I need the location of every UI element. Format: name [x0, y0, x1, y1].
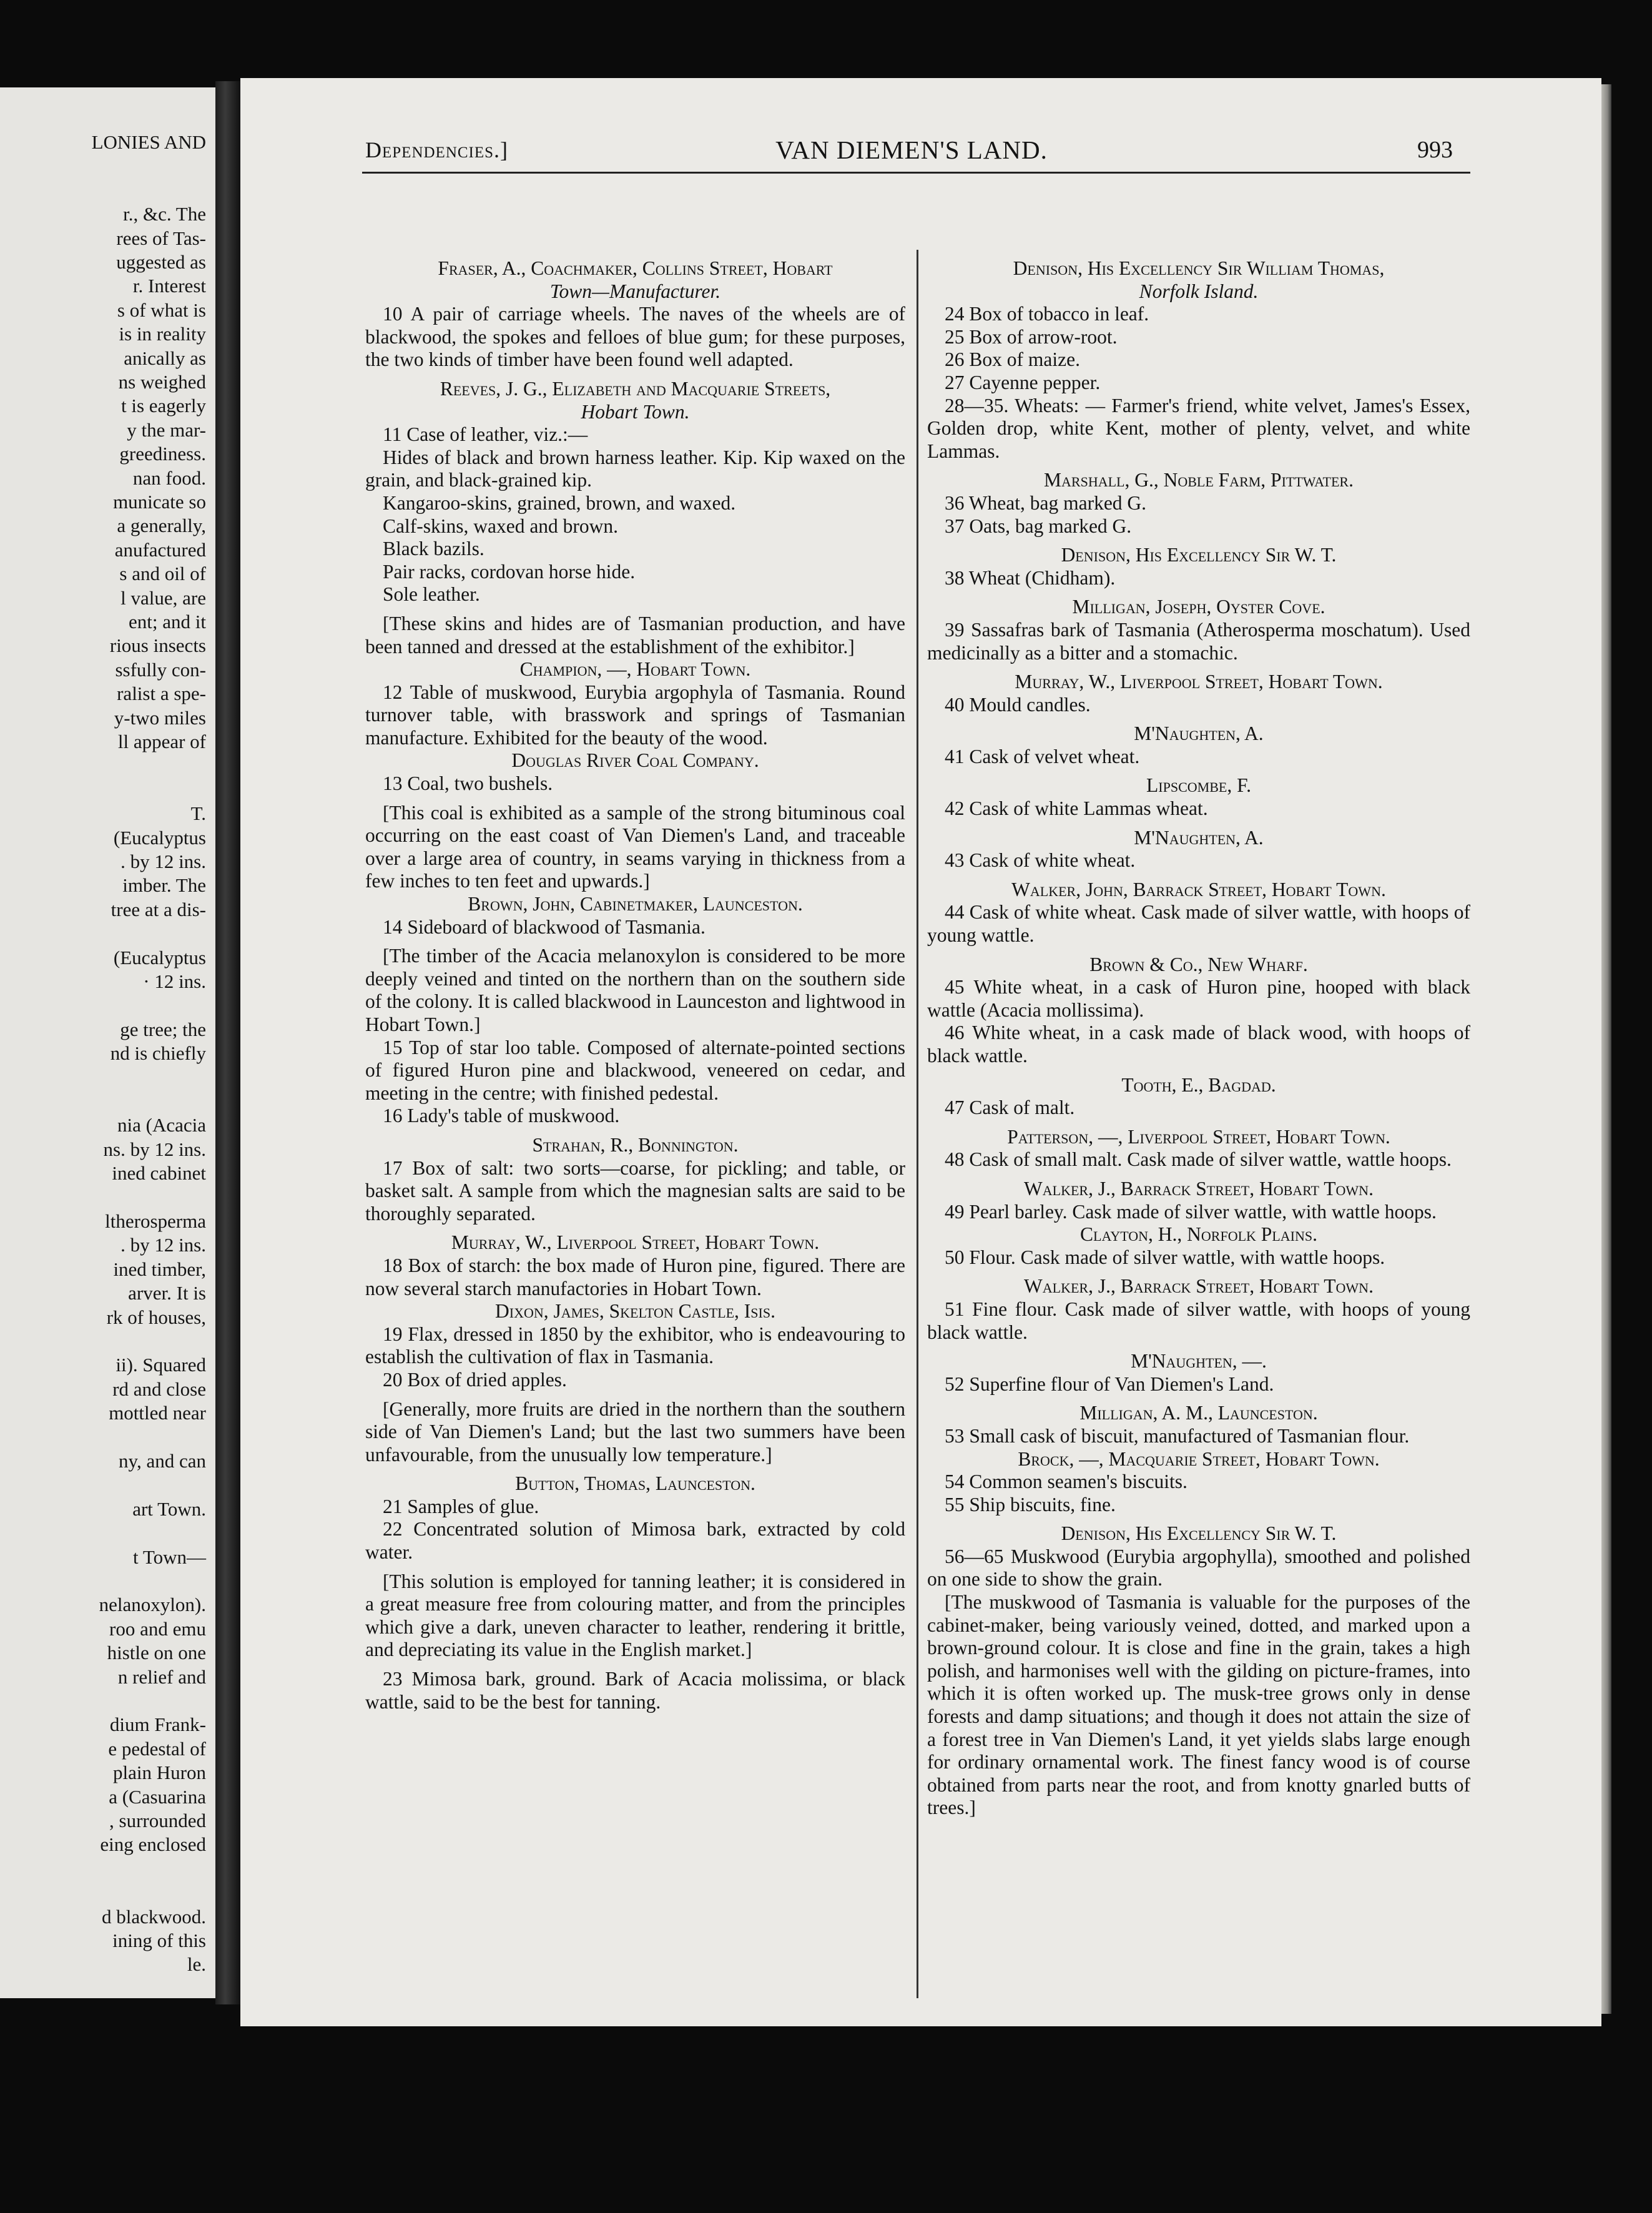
facing-page-line: (Eucalyptus	[113, 826, 206, 849]
facing-page-line: d blackwood.	[101, 1905, 206, 1928]
header-rule	[362, 172, 1470, 174]
exhibit-entry: 14 Sideboard of blackwood of Tasmania.	[383, 915, 706, 938]
facing-page-line: arver. It is	[128, 1282, 206, 1304]
exhibit-entry: 20 Box of dried apples.	[383, 1368, 567, 1391]
exhibitor-heading: Brock, —, Macquarie Street, Hobart Town.	[1018, 1447, 1380, 1470]
facing-page-line: . by 12 ins.	[120, 850, 206, 872]
exhibit-entry: 52 Superfine flour of Van Diemen's Land.	[945, 1373, 1274, 1395]
exhibitor-heading: Reeves, J. G., Elizabeth and Macquarie Streets,	[440, 377, 831, 400]
page-edge	[1601, 84, 1611, 2014]
exhibit-entry: Calf-skins, waxed and brown.	[383, 515, 619, 537]
exhibit-entry: 55 Ship biscuits, fine.	[945, 1493, 1116, 1516]
exhibit-entry: 24 Box of tobacco in leaf.	[945, 303, 1149, 325]
facing-page-line: ll appear of	[117, 731, 206, 752]
exhibit-entry: 26 Box of maize.	[945, 348, 1080, 371]
facing-page-line: ltherosperma	[105, 1210, 206, 1232]
exhibitor-heading: Milligan, A. M., Launceston.	[1079, 1402, 1318, 1424]
facing-page-line: ined timber,	[113, 1258, 206, 1280]
exhibit-entry: 36 Wheat, bag marked G.	[945, 491, 1147, 514]
exhibitor-heading: Patterson, —, Liverpool Street, Hobart Town.	[1007, 1125, 1390, 1148]
facing-page-line: art Town.	[132, 1497, 206, 1520]
exhibit-note: [Generally, more fruits are dried in the northern than the southern side of Van Diemen's Land; but the last two summers have been unfavourable, from the unusually low temperature.]	[365, 1397, 905, 1466]
running-head-title: VAN DIEMEN'S LAND.	[775, 136, 1048, 164]
exhibit-entry: 23 Mimosa bark, ground. Bark of Acacia molissima, or black wattle, said to be the best for tanning.	[365, 1668, 905, 1713]
facing-page-line: r., &c. The	[123, 203, 206, 225]
exhibit-entry: 53 Small cask of biscuit, manufactured of Tasmanian flour.	[945, 1424, 1410, 1447]
facing-page-line: a (Casuarina	[109, 1785, 206, 1808]
facing-page-line: rious insects	[109, 634, 206, 657]
facing-page-line: l value, are	[120, 586, 206, 609]
facing-page-line: , surrounded	[109, 1810, 206, 1831]
exhibitor-heading: Clayton, H., Norfolk Plains.	[1080, 1223, 1317, 1246]
column-rule	[917, 250, 918, 1998]
facing-page-line: T.	[190, 802, 206, 825]
exhibitor-heading: Murray, W., Liverpool Street, Hobart Town.	[451, 1231, 820, 1254]
exhibit-entry: 18 Box of starch: the box made of Huron pine, figured. There are now several starch manufactories in Hobart Town.	[365, 1254, 905, 1299]
exhibit-entry: 41 Cask of velvet wheat.	[945, 745, 1140, 767]
facing-page-line: t is eagerly	[120, 395, 206, 417]
exhibit-entry: 38 Wheat (Chidham).	[945, 566, 1116, 589]
facing-page-line: . by 12 ins.	[120, 1234, 206, 1256]
facing-page-line: nia (Acacia	[117, 1114, 206, 1136]
facing-page-line: · 12 ins.	[143, 970, 206, 992]
exhibitor-heading: M'Naughten, —.	[1131, 1350, 1267, 1373]
exhibit-entry: 45 White wheat, in a cask of Huron pine, hooped with black wattle (Acacia mollissima).	[927, 976, 1470, 1021]
exhibit-entry: 50 Flour. Cask made of silver wattle, with wattle hoops.	[945, 1246, 1385, 1268]
exhibit-note: [The muskwood of Tasmania is valuable for the purposes of the cabinet-maker, being variously veined, dotted, and marked upon a brown-ground colour. It is close and fine in the grain, takes a high polish, and harmonises well with the gilding on picture-frames, into which it is often worked up. The musk-tree grows only in dense forests and damp situations; and though it does not attain the size of a forest tree in Van Diemen's Land, it yet yields slabs large enough for ordinary ornamental work. The finest fancy wood is of course obtained from parts near the root, and from knotty gnarled butts of trees.]	[927, 1591, 1470, 1819]
exhibit-entry: 37 Oats, bag marked G.	[945, 515, 1132, 537]
exhibitor-heading: Brown, John, Cabinetmaker, Launceston.	[468, 893, 803, 915]
facing-page-line: e pedestal of	[108, 1737, 206, 1760]
facing-page-line: n relief and	[117, 1665, 206, 1688]
exhibitor-heading: M'Naughten, A.	[1134, 722, 1264, 745]
exhibitor-heading: Milligan, Joseph, Oyster Cove.	[1072, 596, 1325, 618]
exhibit-entry: 25 Box of arrow-root.	[945, 325, 1118, 348]
facing-page-line: greediness.	[119, 443, 206, 465]
facing-page-line: ined cabinet	[112, 1162, 206, 1185]
exhibitor-heading: Dixon, James, Skelton Castle, Isis.	[495, 1300, 775, 1323]
facing-page-line: nelanoxylon).	[99, 1594, 206, 1616]
exhibit-entry: 44 Cask of white wheat. Cask made of silver wattle, with hoops of young wattle.	[927, 901, 1470, 947]
facing-page-line: ent; and it	[129, 611, 206, 633]
facing-page-line: ii). Squared	[116, 1354, 206, 1376]
facing-page-line: anically as	[124, 347, 206, 369]
exhibit-entry: Black bazils.	[383, 538, 484, 560]
facing-page-line: ssfully con-	[115, 658, 206, 681]
exhibit-entry: 49 Pearl barley. Cask made of silver wattle, with wattle hoops.	[945, 1200, 1437, 1223]
exhibit-note: [This solution is employed for tanning leather; it is considered in a great measure free from colouring matter, and from the principles which give a dark, uneven character to leather, rendering it brittle, and depreciating its value in the English market.]	[365, 1570, 905, 1661]
exhibitor-heading: Tooth, E., Bagdad.	[1121, 1073, 1276, 1096]
exhibitor-heading: Town—Manufacturer.	[549, 280, 721, 302]
exhibitor-heading: Walker, J., Barrack Street, Hobart Town.	[1024, 1177, 1374, 1200]
exhibit-entry: Kangaroo-skins, grained, brown, and waxed.	[383, 491, 736, 514]
facing-page-line: rees of Tas-	[116, 227, 206, 249]
facing-page-line: t Town—	[133, 1545, 206, 1568]
exhibitor-heading: Fraser, A., Coachmaker, Collins Street, Hobart	[438, 257, 833, 279]
facing-page-line: r. Interest	[132, 275, 206, 297]
exhibit-entry: 27 Cayenne pepper.	[945, 371, 1101, 393]
facing-page-line: y the mar-	[127, 418, 206, 441]
exhibit-entry: 28—35. Wheats: — Farmer's friend, white velvet, James's Essex, Golden drop, white Kent, mother of plenty, velvet, and white Lammas.	[927, 394, 1470, 462]
exhibit-entry: 11 Case of leather, viz.:—	[383, 423, 588, 446]
facing-page-line: roo and emu	[109, 1617, 206, 1640]
exhibit-entry: 56—65 Muskwood (Eurybia argophylla), smoothed and polished on one side to show the grain.	[927, 1545, 1470, 1590]
exhibitor-heading: Marshall, G., Noble Farm, Pittwater.	[1044, 469, 1354, 491]
facing-page-line: nan food.	[132, 466, 206, 489]
exhibitor-heading: Murray, W., Liverpool Street, Hobart Town.	[1015, 671, 1383, 693]
exhibitor-heading: Walker, J., Barrack Street, Hobart Town.	[1024, 1275, 1374, 1298]
facing-page-line: s of what is	[117, 298, 206, 321]
exhibitor-heading: Denison, His Excellency Sir W. T.	[1061, 544, 1337, 566]
facing-page-line: ny, and can	[118, 1450, 206, 1472]
facing-page-line: plain Huron	[113, 1762, 206, 1784]
running-head-left: Dependencies.]	[365, 137, 509, 162]
facing-page-line: ge tree; the	[120, 1018, 206, 1040]
exhibit-entry: 54 Common seamen's biscuits.	[945, 1471, 1187, 1493]
exhibit-note: [These skins and hides are of Tasmanian production, and have been tanned and dressed at the establishment of the exhibitor.]	[365, 612, 905, 658]
facing-page-line: ns weighed	[118, 371, 206, 393]
facing-page-line: s and oil of	[119, 563, 206, 585]
exhibit-entry: 42 Cask of white Lammas wheat.	[945, 797, 1208, 820]
left-column	[365, 257, 905, 1713]
exhibitor-heading: Norfolk Island.	[1139, 280, 1259, 302]
exhibit-entry: 12 Table of muskwood, Eurybia argophyla of Tasmania. Round turnover table, with brasswork and springs of Tasmanian manufacture. Exhibited for the beauty of the wood.	[365, 681, 905, 749]
exhibit-entry: 51 Fine flour. Cask made of silver wattle, with hoops of young black wattle.	[927, 1298, 1470, 1343]
exhibit-entry: 46 White wheat, in a cask made of black wood, with hoops of black wattle.	[927, 1022, 1470, 1067]
facing-page-fragment	[0, 87, 215, 1998]
exhibit-entry: Hides of black and brown harness leather. Kip. Kip waxed on the grain, and black-grained kip.	[365, 446, 905, 491]
facing-page-line: nd is chiefly	[110, 1042, 206, 1065]
facing-page-line: le.	[187, 1953, 206, 1976]
exhibitor-heading: Brown & Co., New Wharf.	[1089, 953, 1308, 975]
facing-page-line: uggested as	[116, 251, 206, 273]
facing-page-line: mottled near	[109, 1402, 206, 1424]
exhibit-entry: 43 Cask of white wheat.	[945, 849, 1136, 872]
exhibitor-heading: Douglas River Coal Company.	[511, 749, 759, 772]
exhibit-entry: 47 Cask of malt.	[945, 1097, 1075, 1119]
exhibit-entry: Pair racks, cordovan horse hide.	[383, 560, 636, 583]
exhibit-entry: 10 A pair of carriage wheels. The naves of the wheels are of blackwood, the spokes and felloes of blue gum; for these purposes, the two kinds of timber have been found well adapted.	[365, 303, 905, 371]
exhibit-entry: Sole leather.	[383, 583, 480, 606]
exhibitor-heading: Strahan, R., Bonnington.	[532, 1133, 739, 1156]
exhibit-entry: 39 Sassafras bark of Tasmania (Atherosperma moschatum). Used medicinally as a bitter and a stomachic.	[927, 618, 1470, 664]
facing-page-line: anufactured	[114, 538, 206, 561]
exhibit-note: [This coal is exhibited as a sample of the strong bituminous coal occurring on the east coast of Van Diemen's Land, and traceable over a large area of country, in seams varying in thickness from a few inches to ten feet and upwards.]	[365, 801, 905, 892]
facing-page-line: ining of this	[112, 1930, 206, 1951]
facing-page-line: imber. The	[122, 874, 206, 897]
exhibitor-heading: Walker, John, Barrack Street, Hobart Town.	[1011, 878, 1386, 900]
facing-page-line: (Eucalyptus	[113, 946, 206, 968]
book-spine	[215, 81, 240, 2004]
facing-page-line: ns. by 12 ins.	[103, 1138, 206, 1160]
exhibit-entry: 21 Samples of glue.	[383, 1495, 539, 1517]
facing-page-line: eing enclosed	[100, 1833, 206, 1856]
exhibit-entry: 48 Cask of small malt. Cask made of silver wattle, wattle hoops.	[945, 1148, 1452, 1171]
facing-page-line: municate so	[113, 491, 206, 513]
page-number: 993	[1417, 137, 1453, 163]
exhibitor-heading: M'Naughten, A.	[1134, 826, 1264, 849]
facing-page-line: rd and close	[112, 1378, 206, 1400]
facing-page-line: LONIES AND	[91, 131, 206, 153]
facing-page-line: ralist a spe-	[117, 683, 206, 705]
exhibit-note: [The timber of the Acacia melanoxylon is considered to be more deeply veined and tinted on the northern than on the southern side of the colony. It is called blackwood in Launceston and lightwood in Hobart Town.]	[365, 945, 905, 1035]
exhibit-entry: 15 Top of star loo table. Composed of alternate-pointed sections of figured Huron pine and blackwood, veneered on cedar, and meeting in the centre; with finished pedestal.	[365, 1036, 905, 1104]
exhibitor-heading: Button, Thomas, Launceston.	[515, 1472, 755, 1495]
facing-page-line: a generally,	[117, 515, 206, 537]
exhibitor-heading: Lipscombe, F.	[1146, 774, 1251, 797]
exhibitor-heading: Denison, His Excellency Sir W. T.	[1061, 1522, 1337, 1545]
right-column	[927, 257, 1470, 1820]
exhibit-entry: 40 Mould candles.	[945, 693, 1091, 716]
facing-page-line: y-two miles	[114, 706, 206, 729]
facing-page-line: is in reality	[119, 323, 206, 345]
exhibit-entry: 22 Concentrated solution of Mimosa bark, extracted by cold water.	[365, 1518, 905, 1564]
exhibit-entry: 17 Box of salt: two sorts—coarse, for pickling; and table, or basket salt. A sample from which the magnesian salts are said to be thoroughly separated.	[365, 1156, 905, 1225]
exhibitor-heading: Hobart Town.	[581, 400, 690, 423]
exhibit-entry: 16 Lady's table of muskwood.	[383, 1105, 620, 1127]
facing-page-line: tree at a dis-	[111, 898, 206, 920]
facing-page-line: dium Frank-	[109, 1713, 206, 1736]
facing-page-line: histle on one	[107, 1642, 206, 1664]
exhibitor-heading: Champion, —, Hobart Town.	[519, 658, 751, 681]
exhibit-entry: 19 Flax, dressed in 1850 by the exhibitor, who is endeavouring to establish the cultivation of flax in Tasmania.	[365, 1323, 905, 1368]
exhibitor-heading: Denison, His Excellency Sir William Thomas,	[1013, 257, 1385, 279]
exhibit-entry: 13 Coal, two bushels.	[383, 772, 553, 795]
facing-page-line: rk of houses,	[106, 1306, 206, 1328]
